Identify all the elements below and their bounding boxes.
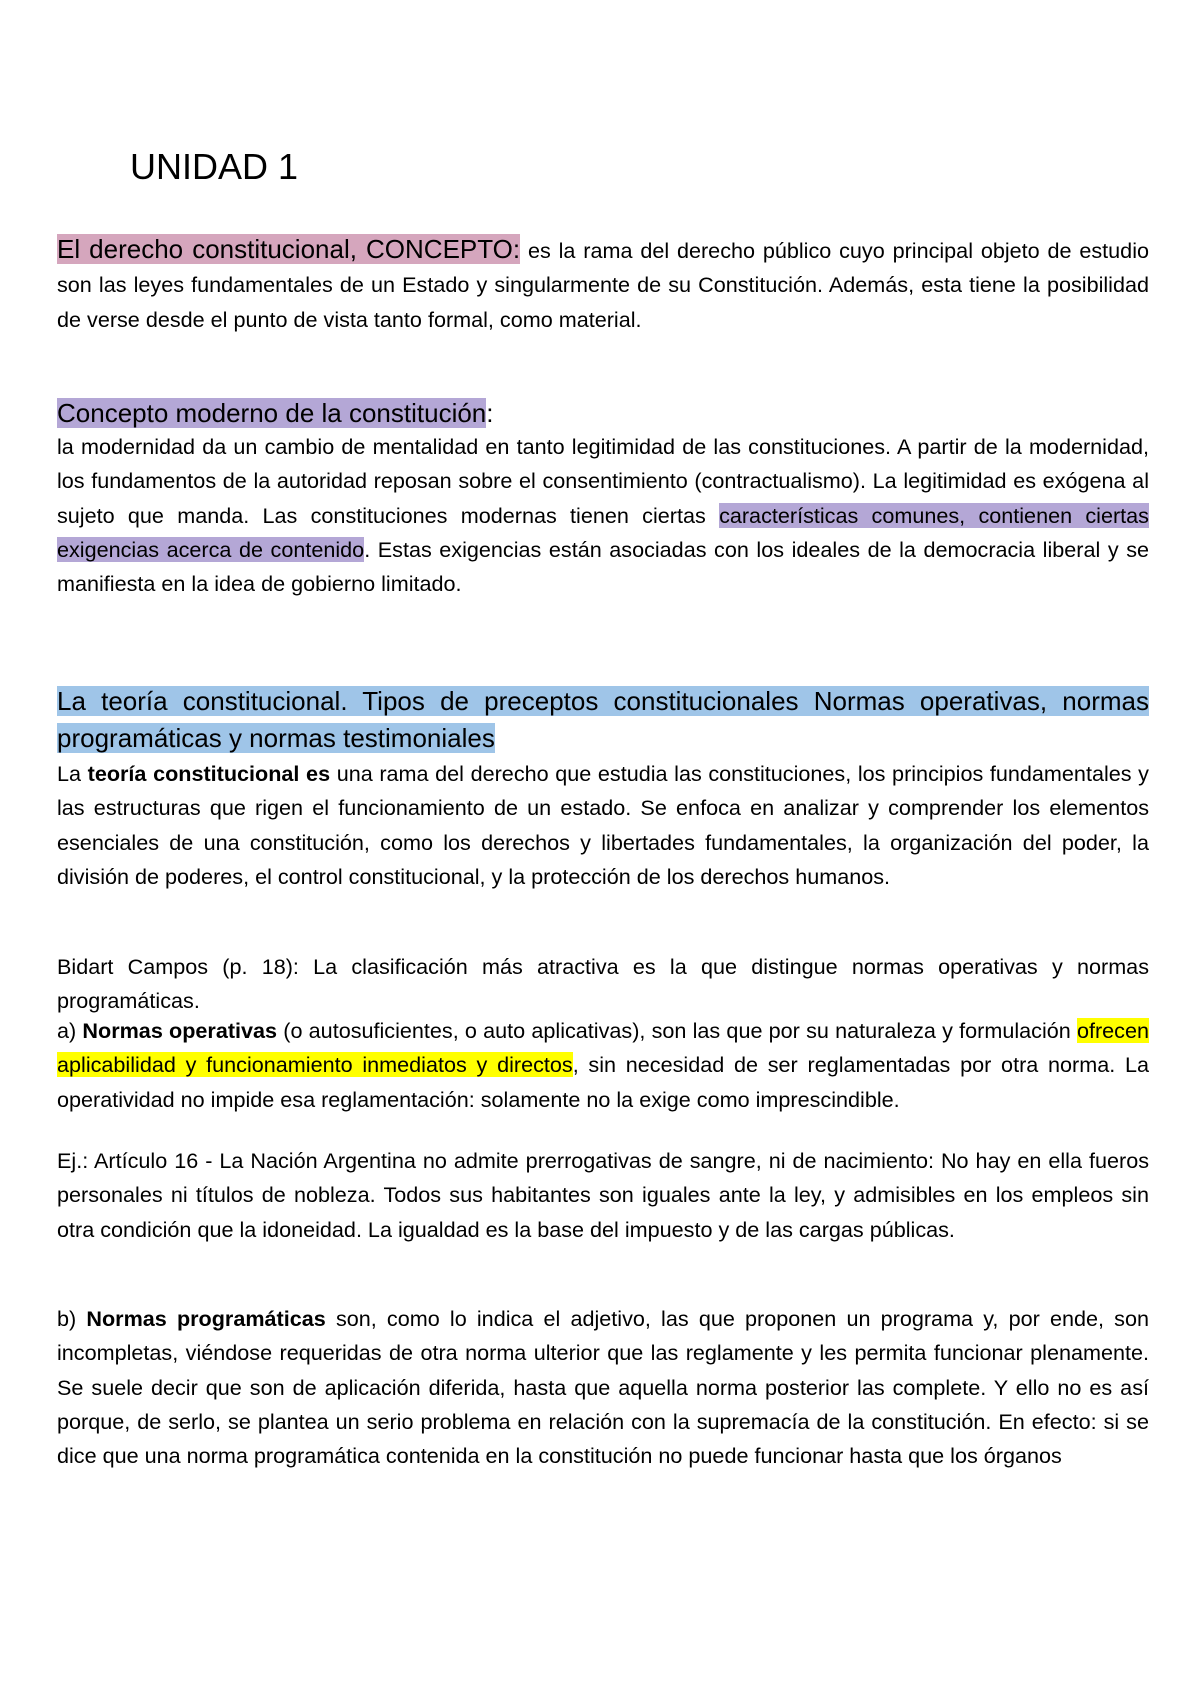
section-heading-moderno	[57, 393, 1149, 433]
concepto-text: es la rama del derecho público cuyo principal objeto de estudio son las leyes fundamentales de un Estado y singularmente de su Constitución. Además, esta tiene la posibilidad de verse desde el punto de vista tanto formal, como material.	[57, 238, 1149, 332]
operativas-text-1: (o autosuficientes, o auto aplicativas), son las que por su naturaleza y formulación	[277, 1018, 1077, 1043]
programaticas-text: son, como lo indica el adjetivo, las que proponen un programa y, por ende, son incompletas, viéndose requeridas de otra norma ulterior que las reglamente y les permita funcionar plenamente. Se suele decir que son de aplicación diferida, hasta que aquella norma posterior las complete. Y ello no es así porque, de serlo, se plantea un serio problema en relación con la supremacía de la constitución. En efecto: si se dice que una norma programática contenida en la constitución no puede funcionar hasta que los órganos	[57, 1306, 1149, 1469]
page-title: UNIDAD 1	[130, 146, 299, 187]
normas-operativas	[57, 1014, 1149, 1117]
operativas-bold: Normas operativas	[82, 1018, 278, 1043]
normas-programaticas	[57, 1302, 1149, 1473]
example-article-16: Ej.: Artículo 16 - La Nación Argentina no admite prerrogativas de sangre, ni de nacimiento: No hay en ella fueros personales ni títulos de nobleza. Todos sus habitantes son iguales ante la ley, y admisibles en los empleos sin otra condición que la idoneidad. La igualdad es la base del impuesto y de las cargas públicas.	[57, 1148, 1149, 1242]
heading-teoria: La teoría constitucional. Tipos de preceptos constitucionales Normas operativas, normas programáticas y normas testimoniales	[57, 686, 1149, 753]
teoria-intro-prefix: La	[57, 761, 88, 786]
section-heading-teoria	[57, 683, 1149, 757]
teoria-intro-bold: teoría constitucional es	[87, 761, 331, 786]
operativas-text-2: , sin necesidad de ser reglamentadas por otra norma. La operatividad no impide esa reglamentación: solamente no la exige como imprescindible.	[57, 1052, 1149, 1112]
programaticas-prefix: b)	[57, 1306, 87, 1331]
bidart-paragraph: Bidart Campos (p. 18): La clasificación más atractiva es la que distingue normas operativas y normas programáticas.	[57, 954, 1149, 1014]
heading-moderno: Concepto moderno de la constitución	[57, 398, 487, 428]
heading-concepto: El derecho constitucional, CONCEPTO:	[57, 234, 521, 264]
moderno-text-b: . Estas exigencias están asociadas con los ideales de la democracia liberal y se manifiesta en la idea de gobierno limitado.	[57, 536, 1149, 597]
heading-colon: :	[486, 398, 494, 428]
moderno-highlight: características comunes, contienen ciertas exigencias acerca de contenido	[57, 502, 1149, 562]
teoria-intro	[57, 757, 1149, 894]
moderno-text-a: la modernidad da un cambio de mentalidad en tanto legitimidad de las constituciones. A partir de la modernidad, los fundamentos de la autoridad reposan sobre el consentimiento (contractualismo). La legitimidad es exógena al sujeto que manda. Las constituciones modernas tienen ciertas	[57, 434, 1149, 528]
moderno-paragraph	[57, 430, 1149, 601]
operativas-prefix: a)	[57, 1018, 83, 1043]
programaticas-bold: Normas programáticas	[86, 1306, 326, 1331]
section-concepto	[57, 232, 1149, 337]
operativas-highlight: ofrecen aplicabilidad y funcionamiento inmediatos y directos	[57, 1018, 1149, 1078]
teoria-intro-text: una rama del derecho que estudia las constituciones, los principios fundamentales y las estructuras que rigen el funcionamiento de un estado. Se enfoca en analizar y comprender los elementos esenciales de una constitución, como los derechos y libertades fundamentales, la organización del poder, la división de poderes, el control constitucional, y la protección de los derechos humanos.	[57, 761, 1149, 889]
